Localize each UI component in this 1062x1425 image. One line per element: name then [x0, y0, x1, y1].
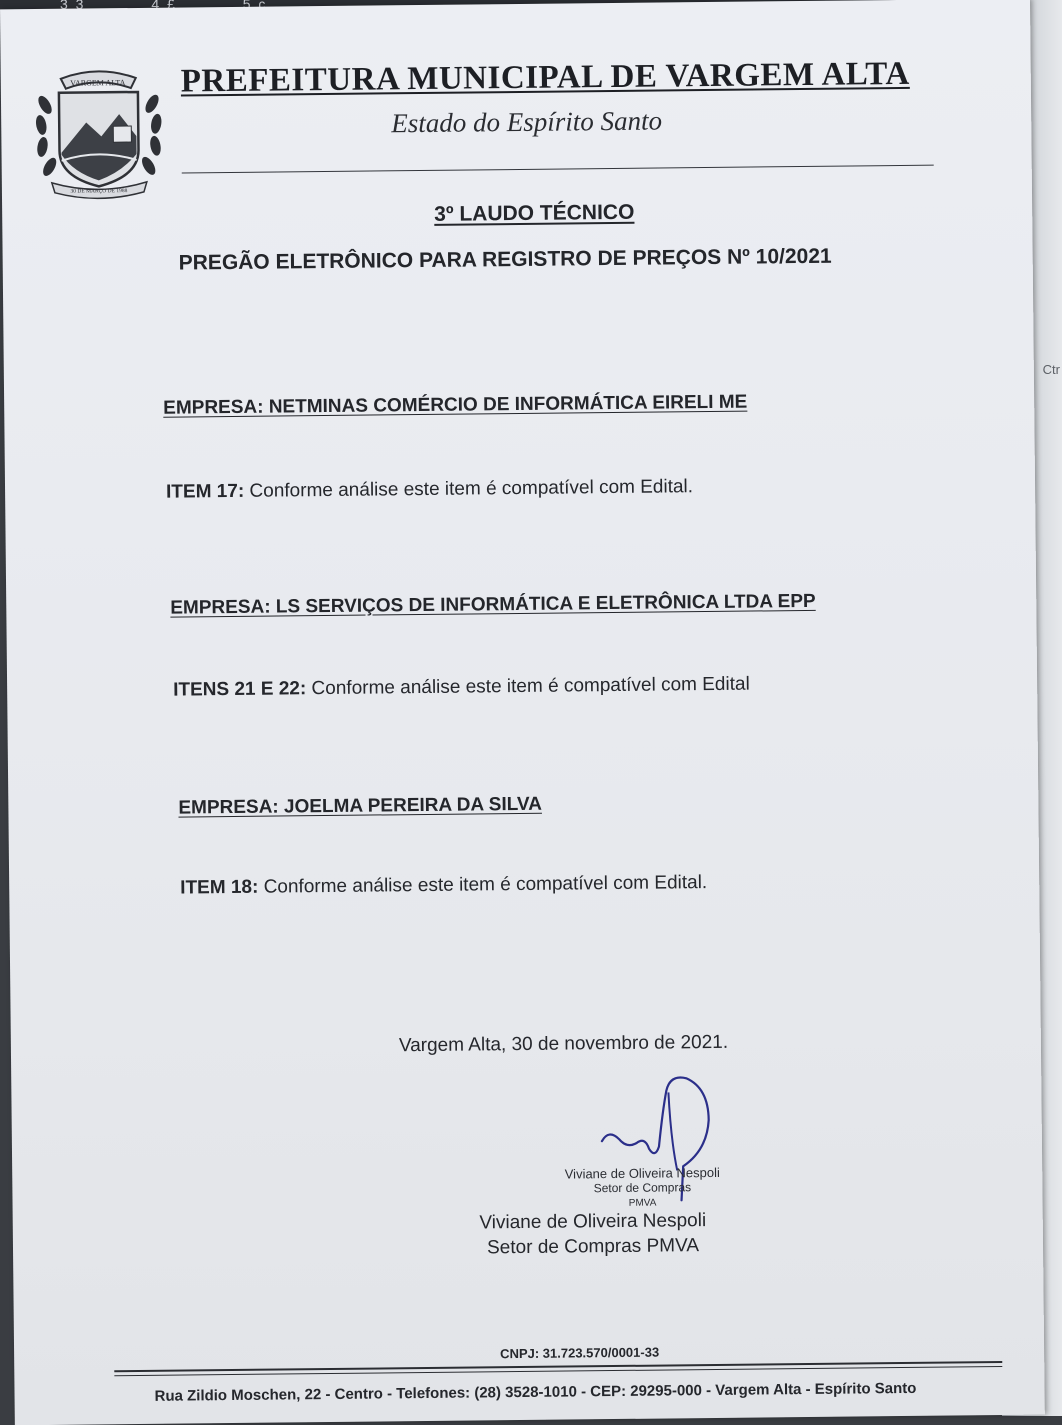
signer-dept: Setor de Compras PMVA	[486, 1235, 700, 1259]
municipal-crest-icon	[31, 64, 167, 201]
letterhead-title: PREFEITURA MUNICIPAL DE VARGEM ALTA	[180, 55, 910, 100]
signature-stamp	[542, 1165, 742, 1212]
letterhead-divider	[182, 165, 934, 174]
company-heading: EMPRESA: JOELMA PEREIRA DA SILVA	[178, 793, 542, 819]
company-heading: EMPRESA: LS SERVIÇOS DE INFORMÁTICA E ELETRÔNICA LTDA EPP	[170, 590, 816, 619]
document-heading: 3º LAUDO TÉCNICO	[434, 200, 635, 226]
signer-name: Viviane de Oliveira Nespoli	[479, 1210, 707, 1234]
company-heading: EMPRESA: NETMINAS COMÉRCIO DE INFORMÁTICA EIRELI ME	[163, 391, 748, 419]
key-label: 4 £	[151, 0, 177, 12]
item-label: ITEM 18:	[180, 876, 259, 899]
item-label: ITEM 17:	[165, 480, 245, 503]
key-label: 3 3	[60, 0, 86, 12]
item-line	[173, 674, 750, 702]
signer-block	[458, 1208, 729, 1261]
footer-address: Rua Zildio Moschen, 22 - Centro - Telefones: (28) 3528-1010 - CEP: 29295-000 - Vargem Alta - Espírito Santo	[154, 1379, 917, 1405]
stamp-org: PMVA	[628, 1197, 657, 1209]
stamp-name: Viviane de Oliveira Nespoli	[564, 1164, 720, 1182]
item-label: ITENS 21 E 22:	[173, 678, 307, 701]
crest-bottom-text: 30 DE MARÇO DE 1988	[70, 188, 128, 195]
ctr-key-label: Ctr	[1042, 362, 1060, 377]
item-line	[166, 476, 693, 504]
item-line	[180, 872, 707, 900]
item-text: Conforme análise este item é compatível com Edital.	[258, 872, 708, 898]
footer-cnpj: CNPJ: 31.723.570/0001-33	[500, 1344, 660, 1362]
stamp-dept: Setor de Compras	[593, 1180, 692, 1196]
document-subheading: PREGÃO ELETRÔNICO PARA REGISTRO DE PREÇOS Nº 10/2021	[178, 244, 832, 275]
letterhead-subtitle: Estado do Espírito Santo	[391, 105, 663, 139]
item-text: Conforme análise este item é compatível com Edital	[306, 673, 750, 700]
item-text: Conforme análise este item é compatível com Edital.	[244, 476, 694, 502]
crest-top-text: VARGEM ALTA	[70, 78, 126, 88]
date-line: Vargem Alta, 30 de novembro de 2021.	[398, 1031, 729, 1057]
